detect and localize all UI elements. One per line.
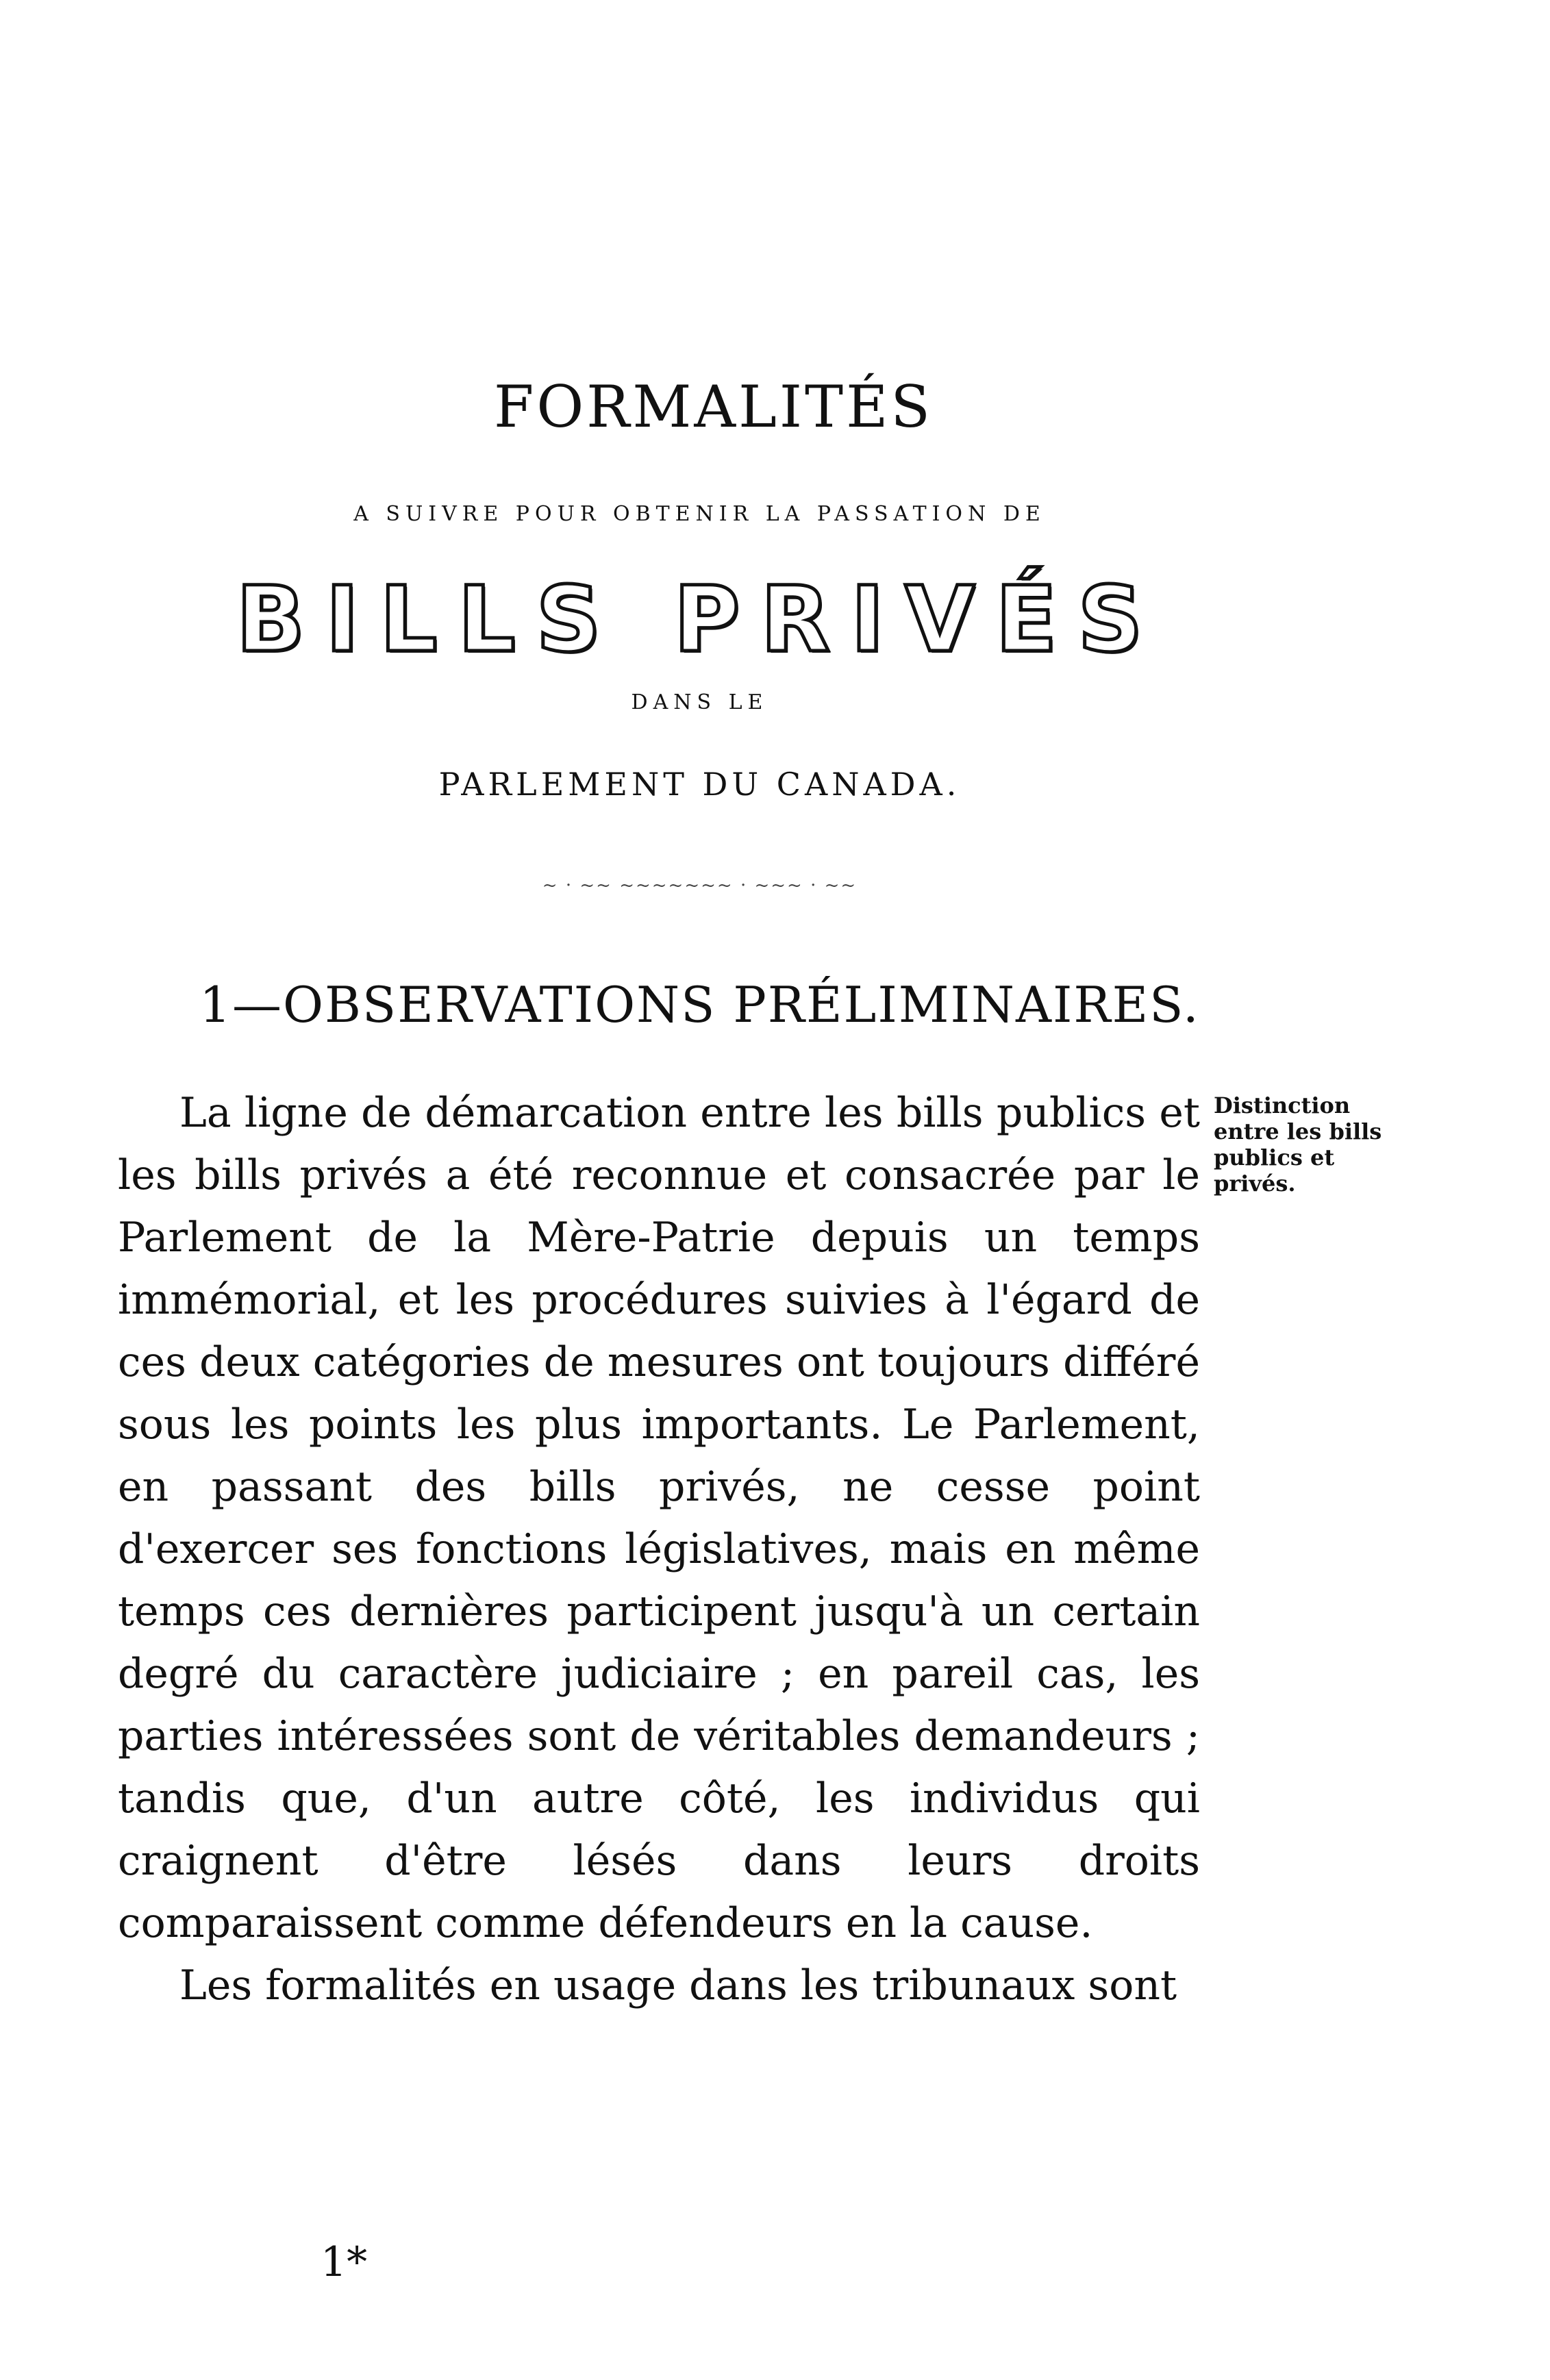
subtitle-dans-le: DANS LE bbox=[631, 690, 768, 714]
paragraph-2: Les formalités en usage dans les tribunaux sont bbox=[179, 1962, 1177, 2009]
subtitle-parlement: PARLEMENT DU CANADA. bbox=[438, 766, 961, 803]
folio-signature: 1* bbox=[321, 2238, 368, 2286]
ornamental-rule: ~ · ~~ ~~~~~~~ · ~~~ · ~~ bbox=[542, 875, 858, 896]
margin-note: Distinction entre les bills publics et privés. bbox=[1214, 1092, 1382, 1197]
title-formalites: FORMALITÉS bbox=[494, 373, 933, 440]
subtitle-a-suivre: A SUIVRE POUR OBTENIR LA PASSATION DE bbox=[353, 502, 1046, 526]
paragraph-1: La ligne de démarcation entre les bills publics et les bills privés a été reconnue et consacrée par le Parlement de la Mère-Patrie depuis un temps immémorial, et les procédures suivies à l'égard de ces deux catégories de mesures ont toujours différé sous les points les plus importants. Le Parlement, en passant des bills privés, ne cesse point d'exercer ses fonctions législatives, mais en même temps ces dernières participent jusqu'à un certain degré du caractère judiciaire ; en pareil cas, les parties intéressées sont de véritables demandeurs ; tandis que, d'un autre côté, les individus qui craignent d'être lésés dans leurs droits comparaissent comme défendeurs en la cause. bbox=[118, 1089, 1200, 1947]
body-text bbox=[118, 1082, 1200, 2017]
main-title-bills-prives: BILLS PRIVÉS bbox=[236, 567, 1164, 673]
section-heading: 1—OBSERVATIONS PRÉLIMINAIRES. bbox=[199, 976, 1200, 1034]
